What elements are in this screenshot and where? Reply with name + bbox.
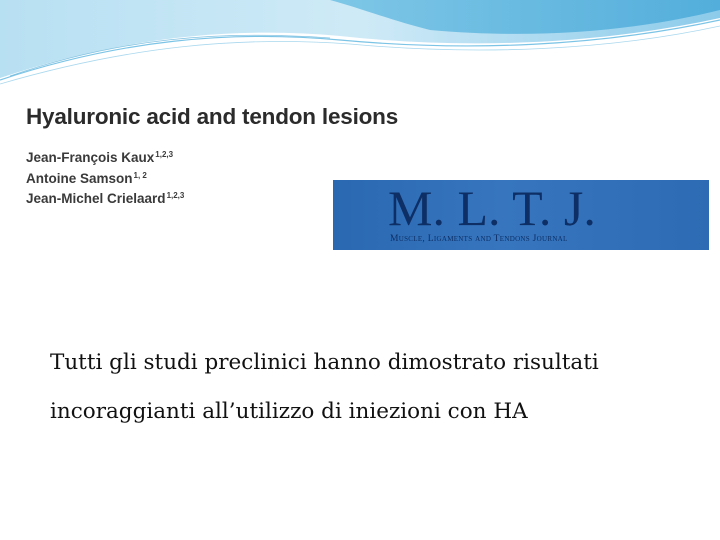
author-affiliations: 1, 2 — [133, 170, 147, 180]
author-affiliations: 1,2,3 — [166, 191, 185, 200]
article-title: Hyaluronic acid and tendon lesions — [26, 104, 399, 129]
author-list — [26, 146, 184, 208]
author-entry — [26, 187, 184, 208]
author-entry — [26, 146, 184, 167]
caption-line: incoraggianti all’utilizzo di iniezioni con HA — [50, 399, 528, 424]
header-wave-decoration — [0, 0, 720, 90]
slide-caption — [50, 338, 690, 436]
author-name: Jean-François Kaux — [26, 150, 155, 165]
caption-line: Tutti gli studi preclinici hanno dimostrato risultati — [50, 350, 599, 375]
journal-acronym: M. L. T. J. — [388, 180, 596, 236]
journal-name: Muscle, Ligaments and Tendons Journal — [390, 234, 568, 244]
journal-logo-banner — [333, 180, 709, 250]
author-name: Jean-Michel Crielaard — [26, 191, 166, 206]
author-affiliations: 1,2,3 — [155, 150, 174, 159]
author-name: Antoine Samson — [26, 170, 133, 186]
author-entry — [26, 167, 184, 188]
